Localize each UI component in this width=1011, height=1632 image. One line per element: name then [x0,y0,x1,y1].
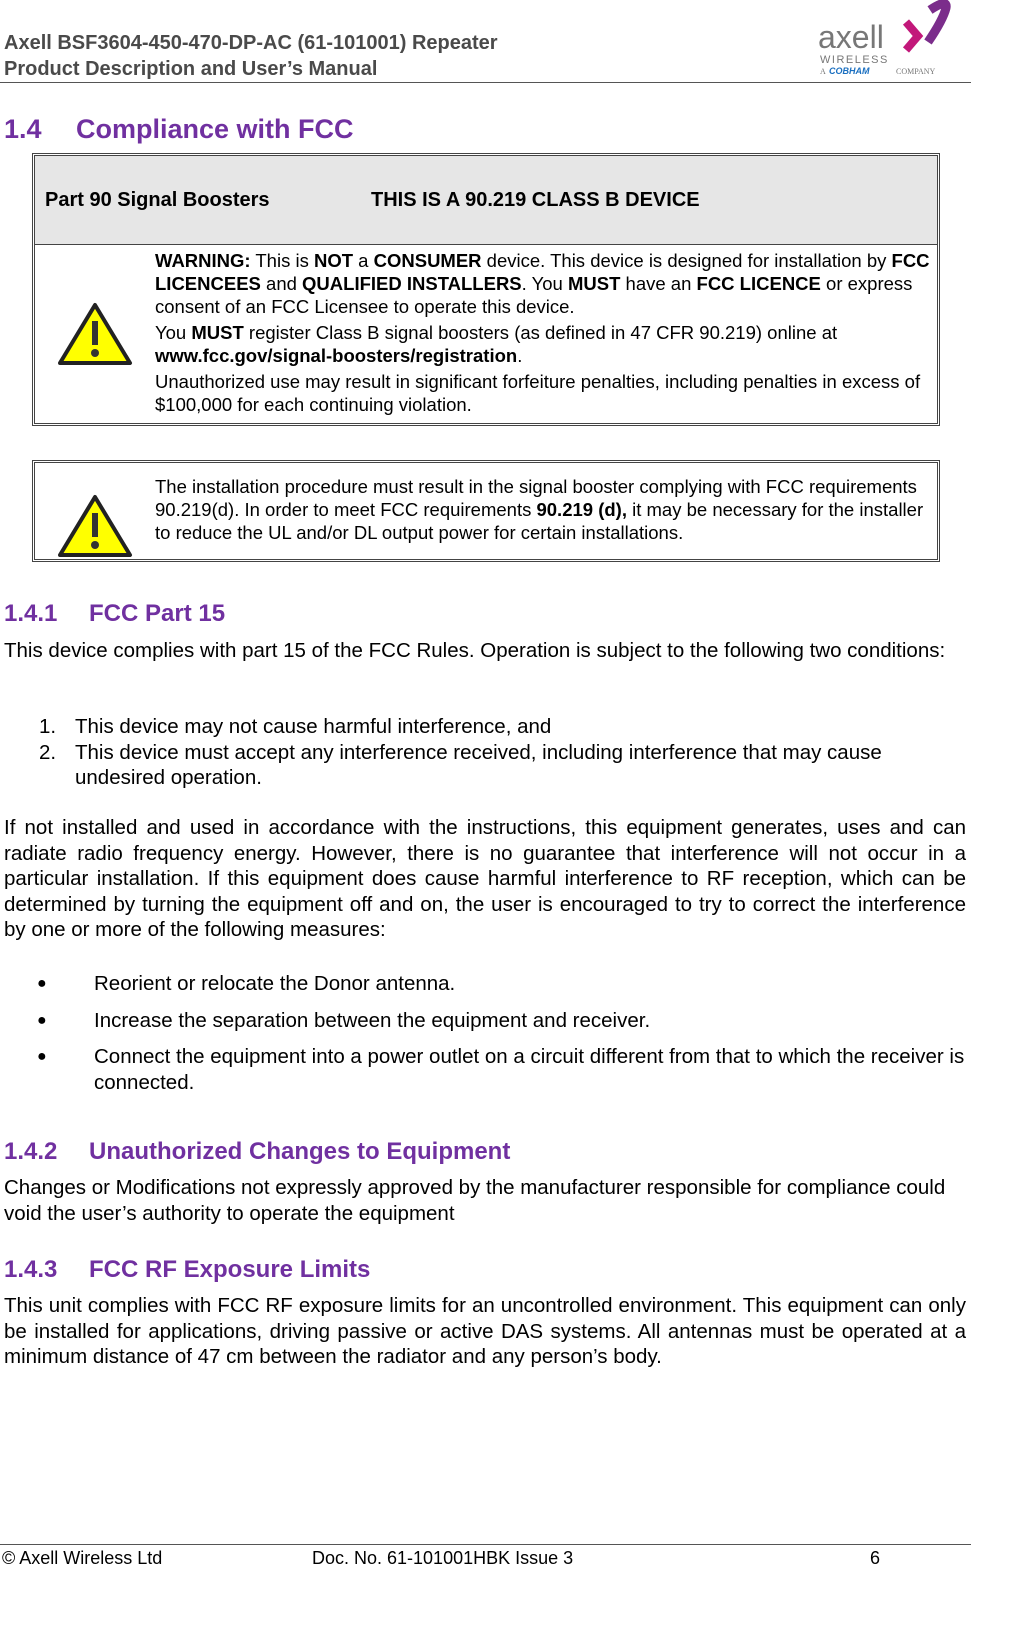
footer-doc-number: Doc. No. 61-101001HBK Issue 3 [312,1548,574,1568]
text: Unauthorized use may result in significant forfeiture penalties, including penalties in excess of $100,000 for each continuing violation. [155,371,921,415]
svg-text:COBHAM: COBHAM [829,66,870,76]
section-title: Compliance with FCC [76,114,354,144]
header-title: Axell BSF3604-450-470-DP-AC (61-101001) Repeater [4,32,498,54]
bold-text: www.fcc.gov/signal-boosters/registration [155,345,518,366]
header-subtitle: Product Description and User’s Manual [4,58,378,80]
interference-paragraph: If not installed and used in accordance with the instructions, this equipment generates, uses and can radiate radio frequency energy. However, there is no guarantee that interference will not occur in a particular installation. If this equipment does cause harmful interference to RF reception, which can be determined by turning the equipment off and on, the user is encouraged to try to correct the interference by one or more of the following measures: [4,816,966,941]
section-number: 1.4.2 [4,1138,58,1165]
list-text: This device must accept any interference received, including interference that may cause undesired operation. [75,740,882,789]
bullet-icon: ● [37,1011,47,1029]
svg-text:WIRELESS: WIRELESS [820,54,889,66]
list-item [4,1044,966,1095]
list-item [4,1008,966,1034]
bold-text: FCC LICENCEES [155,250,930,294]
bold-text: MUST [567,273,621,294]
device-class: THIS IS A 90.219 CLASS B DEVICE [371,188,700,211]
part15-intro: This device complies with part 15 of the FCC Rules. Operation is subject to the following two conditions: [4,639,946,662]
changes-paragraph: Changes or Modifications not expressly approved by the manufacturer responsible for compliance could void the user’s authority to operate the equipment [4,1176,946,1225]
list-item [4,714,966,740]
warning-icon [35,301,155,367]
section-number: 1.4.3 [4,1256,58,1283]
warning-icon [35,463,155,559]
bold-text: FCC LICENCE [696,273,821,294]
list-text: Reorient or relocate the Donor antenna. [94,972,456,995]
section-heading-1-4-1 [4,600,225,628]
bold-text: CONSUMER [373,250,482,271]
footer-copyright: © Axell Wireless Ltd [2,1548,163,1568]
header-divider [0,82,971,83]
svg-text:axell: axell [818,19,884,55]
list-item [4,971,966,997]
svg-text:A: A [820,67,826,76]
section-title: FCC RF Exposure Limits [89,1256,371,1283]
bullet-icon: ● [37,975,47,992]
conditions-list [4,714,966,791]
text: You [155,322,192,343]
bold-text: QUALIFIED INSTALLERS [302,273,522,294]
section-title: Unauthorized Changes to Equipment [89,1138,511,1165]
list-text: This device may not cause harmful interference, and [75,715,552,738]
text: . [517,345,523,366]
bold-text: 90.219 (d), [536,499,627,520]
section-heading-1-4-3 [4,1256,370,1284]
text: The installation procedure must result in the signal booster complying with FCC requirements 90.219(d). In order to meet FCC requirements [155,476,917,520]
bold-text: WARNING: [155,250,251,271]
fcc-warning-box [32,153,940,426]
list-text: Connect the equipment into a power outlet on a circuit different from that to which the receiver is connected. [94,1045,965,1094]
text: it may be necessary for the installer to reduce the UL and/or DL output power for certain installations. [155,499,924,543]
page-number: 6 [870,1548,881,1568]
penalty-paragraph [155,370,931,416]
section-heading-1-4-2 [4,1138,510,1166]
list-text: Increase the separation between the equipment and receiver. [94,1008,651,1032]
warning-paragraph [155,249,931,318]
bold-text: NOT [313,250,354,271]
text: a [353,250,374,271]
list-item [4,740,966,791]
rf-exposure-paragraph: This unit complies with FCC RF exposure limits for an uncontrolled environment. This equipment can only be installed for applications, driving passive or active DAS systems. All antennas must be operated at a minimum distance of 47 cm between the radiator and any person’s body. [4,1294,966,1368]
box-label: Part 90 Signal Boosters [45,188,270,211]
footer-divider [0,1544,971,1545]
text: register Class B signal boosters (as defined in 47 CFR 90.219) online at [243,322,838,343]
list-number: 2. [39,740,57,764]
svg-text:COMPANY: COMPANY [896,67,936,76]
installation-paragraph [155,475,931,544]
list-number: 1. [39,715,57,738]
section-number: 1.4.1 [4,600,58,627]
measures-list [4,971,966,1095]
installation-note-box [32,460,940,562]
section-number: 1.4 [4,114,42,144]
section-title: FCC Part 15 [89,600,226,627]
bullet-icon: ● [37,1048,47,1065]
text: . You [521,273,568,294]
registration-paragraph [155,321,931,367]
document-header [4,30,498,82]
text: This is [250,250,314,271]
text: or express consent of an FCC Licensee to operate this device. [155,273,913,317]
text: have an [620,273,697,294]
text: device. This device is designed for installation by [481,250,892,271]
axell-wireless-logo [818,0,968,80]
text: and [260,273,303,294]
bold-text: MUST [191,322,244,343]
section-heading-1-4 [4,114,354,145]
